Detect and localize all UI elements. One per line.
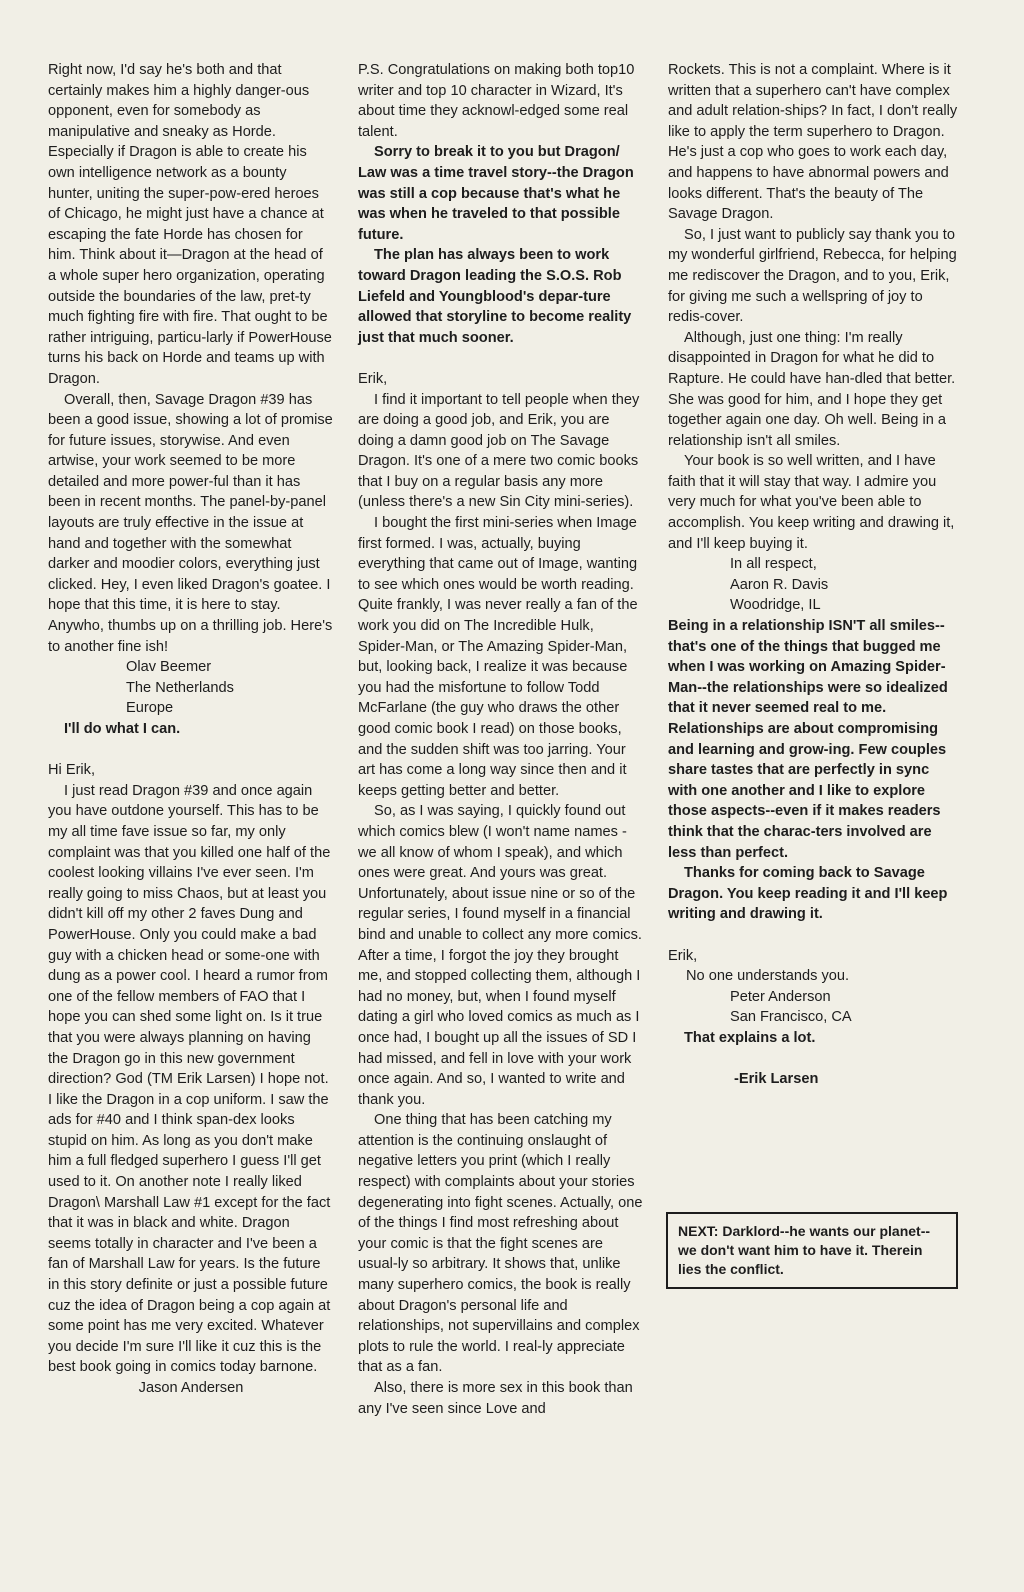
letter-paragraph: I bought the first mini-series when Image first formed. I was, actually, buying everything that came out of Image, wanting to see which ones would be worth reading. Quite frankly, I was never really a fan of the work you did on The Incredible Hulk, Spider-Man, or The Amazing Spider-Man, but, looking back, I realize it was because you had the misfortune to follow Todd McFarlane (the guy who draws the other good comic book I read) on those books, and the sudden shift was too jarring. Your art has come a long way since then and it keeps getting better and better. <box>358 515 638 799</box>
signature-location: San Francisco, CA <box>730 1009 852 1026</box>
column-2 <box>358 60 644 1419</box>
signature-name: Aaron R. Davis <box>730 576 829 593</box>
letter-paragraph: Rockets. This is not a complaint. Where is it written that a superhero can't have complex and adult relation-ships? In fact, I don't really like to apply the term superhero to Dragon. He's just a cop who goes to work each day, and happens to have abnormal powers and looks different. That's the beauty of The Savage Dragon. <box>668 62 958 223</box>
letter-paragraph: Overall, then, Savage Dragon #39 has been a good issue, showing a lot of promise for future issues, storywise. And even artwise, your work seemed to be more detailed and more power-ful than it has been in recent months. The panel-by-panel layouts are truly effective in the issue at hand and together with the somewhat darker and moodier colors, everything just clicked. Hey, I even liked Dragon's goatee. I hope that this time, it is here to stay. Anywho, thumbs up on a thrilling job. Here's to another fine ish! <box>48 391 333 655</box>
signature-name: Peter Anderson <box>730 988 831 1005</box>
letter-paragraph: P.S. Congratulations on making both top10 writer and top 10 character in Wizard, It's about time they acknowl-edged some real talent. <box>358 62 635 140</box>
salutation: Hi Erik, <box>48 762 96 779</box>
editor-reply: Being in a relationship ISN'T all smiles--that's one of the things that bugged me when I was working on Amazing Spider-Man--the relationships were so idealized that it never seemed real to me. Relationships are about compromising and learning and grow-ing. Few couples share tastes that are perfectly in sync with one another and I like to explore those aspects--even if it makes readers think that the charac-ters involved are less than perfect. <box>668 618 948 861</box>
letter-paragraph: I just read Dragon #39 and once again you have outdone yourself. This has to be my all time fave issue so far, my only complaint was that you killed one half of the coolest looking villains I've ever seen. I'm really going to miss Chaos, but at least you didn't kill off my other 2 faves Dung and PowerHouse. Only you could make a bad guy with a chicken head or some-one with dung as a power cool. I heard a rumor from one of the fellow members of FAO that I hope you can shed some light on. Is it true that you were always planning on having the Dragon go in this new government direction? God (TM Erik Larsen) I hope not. I like the Dragon in a cop uniform. I saw the ads for #40 and I think span-dex looks stupid on him. As long as you don't make him a full fledged superhero I guess I'll get used to it. On another note I really liked Dragon\ Marshall Law #1 except for the fact that it was in black and white. Dragon seems totally in character and I've been a fan of Marshall Law for years. Is the future in this story definite or just a possible future cuz the idea of Dragon being a cop again at some point has me very excited. Whatever you decide I'm sure I'll like it cuz this is the best book going in comics today barnone. <box>48 782 331 1376</box>
signature-location: Woodridge, IL <box>730 597 821 614</box>
letter-paragraph: Although, just one thing: I'm really disappointed in Dragon for what he did to Rapture. He could have han-dled that better. She was good for him, and I hope they get together again one day. Oh well. Being in a relationship isn't all smiles. <box>668 329 956 449</box>
editor-reply: Sorry to break it to you but Dragon/ Law was a time travel story--the Dragon was still a cop because that's what he was when he traveled to that possible future. <box>358 144 634 243</box>
letter-paragraph: Right now, I'd say he's both and that certainly makes him a highly danger-ous opponent, even for somebody as manipulative and sneaky as Horde. Especially if Dragon is able to create his own intelligence network as a bounty hunter, uniting the super-pow-ered heroes of Chicago, he might just have a chance at escaping the fate Horde has chosen for him. Think about it—Dragon at the head of a whole super hero organization, operating outside the boundaries of the law, pret-ty much fighting fire with fire. That ought to be rather intriguing, particu-larly if PowerHouse turns his back on Horde and teams up with Dragon. <box>48 62 332 387</box>
editor-signature: -Erik Larsen <box>734 1071 819 1088</box>
salutation: Erik, <box>358 370 388 387</box>
signature-location: Europe <box>126 700 174 717</box>
letter-paragraph: No one understands you. <box>686 968 850 985</box>
signature-name: Jason Andersen <box>138 1380 244 1396</box>
column-3 <box>668 60 958 1090</box>
signature-closing: In all respect, <box>730 556 817 573</box>
editor-reply: Thanks for coming back to Savage Dragon. You keep reading it and I'll keep writing and drawing it. <box>668 865 948 923</box>
column-1 <box>48 60 334 1399</box>
letter-paragraph: Also, there is more sex in this book than any I've seen since Love and <box>358 1380 633 1417</box>
salutation: Erik, <box>668 947 698 964</box>
next-issue-text: NEXT: Darklord--he wants our planet--we don't want him to have it. Therein lies the conflict. <box>678 1223 931 1277</box>
letter-paragraph: So, as I was saying, I quickly found out which comics blew (I won't name names - we all know of whom I speak), and which ones were great. And yours was great. Unfortunately, about issue nine or so of the regular series, I found myself in a financial bind and unable to collect any more comics. After a time, I forgot the joy they brought me, and stopped collecting them, although I had no money, but, when I found myself dating a girl who loved comics as much as I once had, I bought up all the issues of SD I had missed, and fell in love with your work once again. And so, I wanted to write and thank you. <box>358 803 642 1108</box>
letter-paragraph: One thing that has been catching my attention is the continuing onslaught of negative letters you print (which I really respect) with complaints about your stories degenerating into fight scenes. Actually, one of the things I find most refreshing about your comic is that the fight scenes are usual-ly so arbitrary. It shows that, unlike many superhero comics, the book is really about Dragon's personal life and relationships, not supervillains and complex plots to rule the world. I real-ly appreciate that as a fan. <box>358 1112 643 1376</box>
letter-paragraph: So, I just want to publicly say thank you to my wonderful girlfriend, Rebecca, for helping me rediscover the Dragon, and to you, Erik, for giving me such a wellspring of joy to redis-cover. <box>668 226 957 326</box>
editor-reply: That explains a lot. <box>684 1029 816 1046</box>
letter-paragraph: Your book is so well written, and I have faith that it will stay that way. I admire you very much for what you've been able to accomplish. You keep writing and drawing it, and I'll keep buying it. <box>668 453 955 552</box>
letter-paragraph: I find it important to tell people when they are doing a good job, and Erik, you are doing a damn good job on The Savage Dragon. It's one of a mere two comic books that I buy on a regular basis any more (unless there's a new Sin City mini-series). <box>358 391 640 511</box>
signature-location: The Netherlands <box>126 679 234 696</box>
editor-reply: The plan has always been to work toward Dragon leading the S.O.S. Rob Liefeld and Youngblood's depar-ture allowed that storyline to become reality just that much sooner. <box>358 247 632 346</box>
next-issue-box <box>666 1212 958 1289</box>
signature-name: Olav Beemer <box>126 659 212 676</box>
editor-reply: I'll do what I can. <box>64 721 181 737</box>
